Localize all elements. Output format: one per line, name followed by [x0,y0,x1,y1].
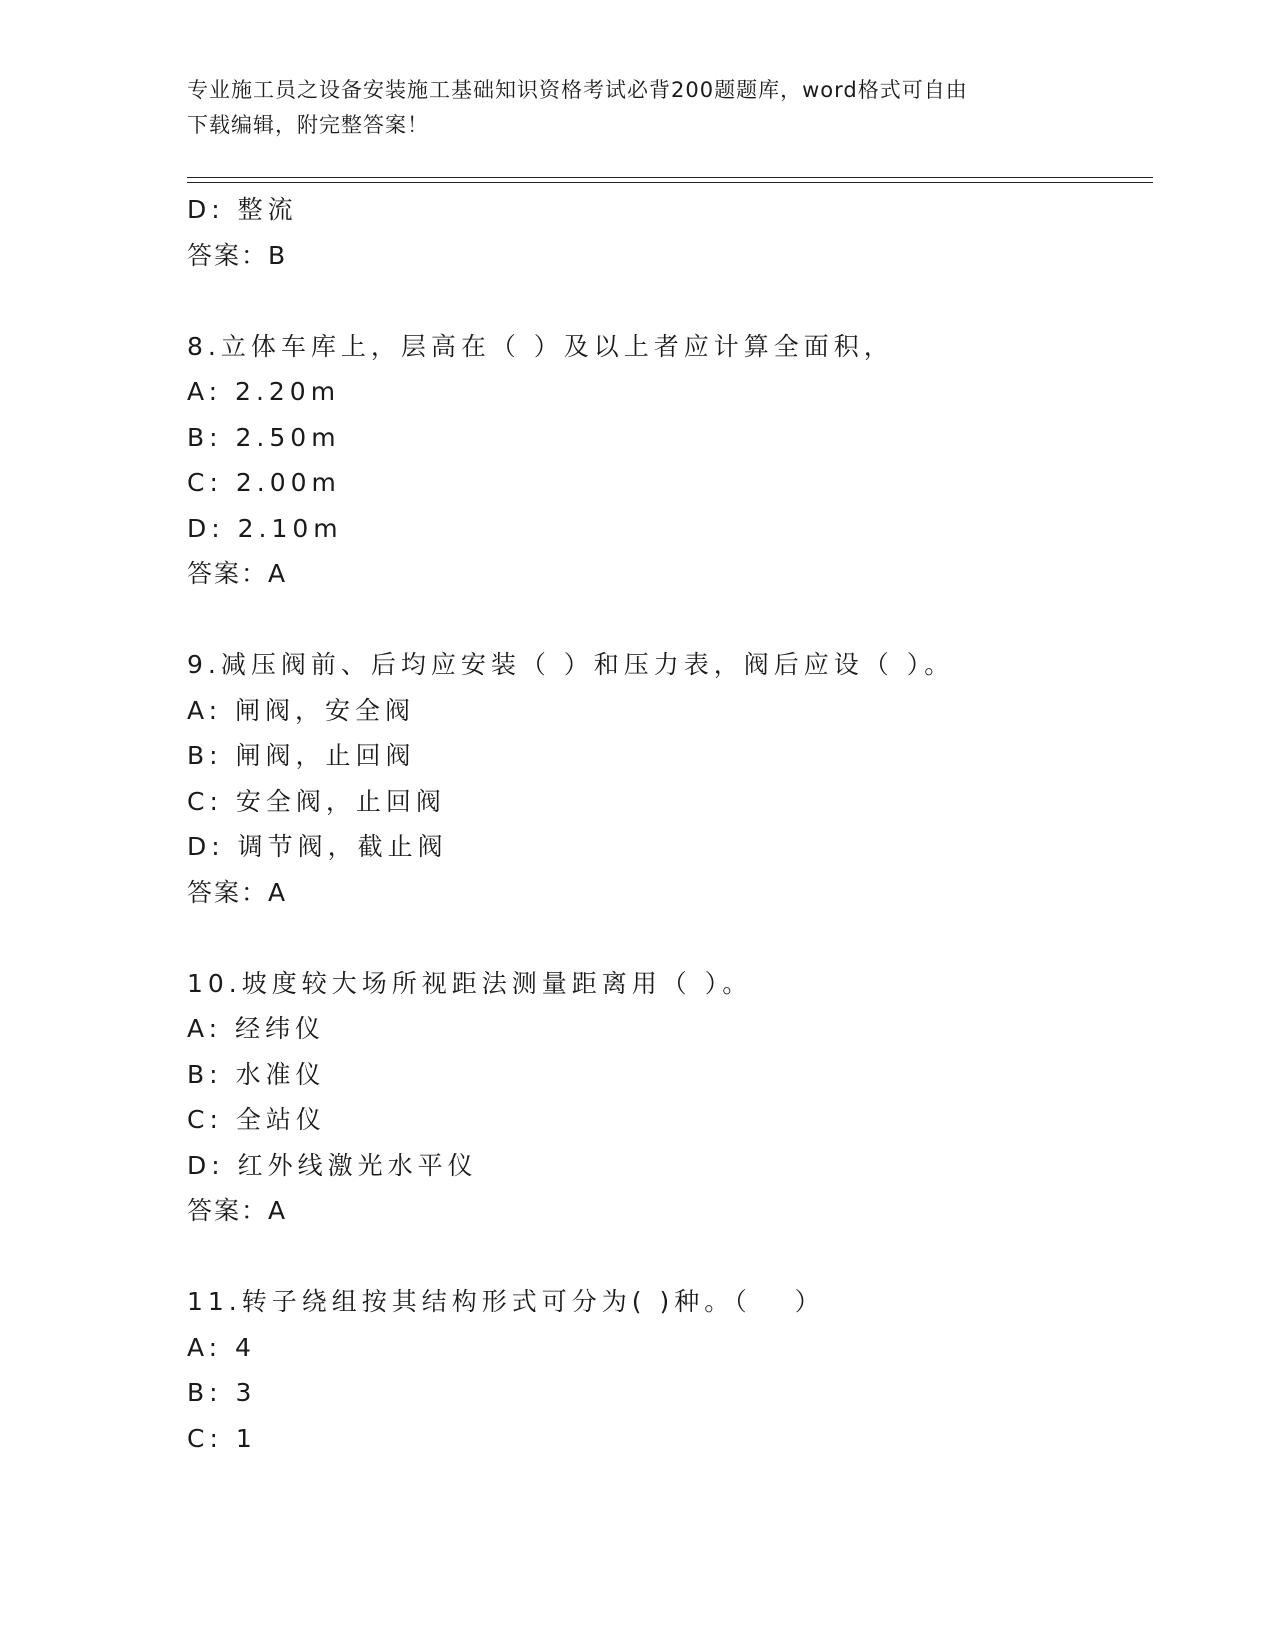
answer-value: B [268,240,288,270]
question-block [187,961,1153,1234]
option-text: 1 [235,1423,257,1453]
answer-label: 答案： [187,559,269,588]
option-text: 4 [235,1332,256,1362]
option-letter: D: [187,832,225,861]
option-letter: D: [187,513,225,543]
option-line [187,1416,1153,1462]
option-text: 水准仪 [235,1059,326,1089]
header-divider-bottom [187,182,1153,183]
question-block [187,187,1153,278]
option-text: 全站仪 [235,1105,326,1134]
question-text: 坡度较大场所视距法测量距离用（ ）。 [241,968,753,998]
option-letter: B: [187,741,223,770]
option-letter: B: [187,1378,223,1407]
option-text: 整流 [237,195,298,224]
answer-label: 答案： [187,240,269,270]
option-line [187,187,1153,233]
answer-value: A [268,559,288,588]
answer-line [187,870,1153,916]
block-spacer [187,915,1153,961]
option-letter: D: [187,1150,225,1180]
question-number: 11. [187,1287,242,1316]
question-line [187,1279,1153,1325]
option-line [187,779,1153,825]
option-text: 红外线激光水平仪 [237,1150,478,1180]
header-divider-top [187,177,1153,178]
option-line [187,1370,1153,1416]
option-line [187,733,1153,779]
answer-line [187,233,1153,279]
option-line [187,1325,1153,1371]
option-line [187,1143,1153,1189]
answer-line [187,1188,1153,1234]
option-text: 经纬仪 [235,1014,326,1043]
option-line [187,369,1153,415]
question-number: 9. [187,650,221,679]
question-list [187,187,1153,1461]
question-text: 转子绕组按其结构形式可分为( )种。（ ） [241,1287,825,1316]
block-spacer [187,278,1153,324]
option-text: 闸阀，安全阀 [235,695,416,725]
option-letter: A: [187,1332,223,1362]
answer-value: A [268,877,288,907]
answer-label: 答案： [187,1196,269,1225]
question-number: 10. [187,968,242,998]
option-letter: A: [187,377,223,406]
option-text: 2.10m [237,513,343,543]
option-text: 2.50m [235,422,341,452]
block-spacer [187,597,1153,643]
option-line [187,824,1153,870]
question-text: 减压阀前、后均应安装（ ）和压力表，阀后应设（ ）。 [220,650,955,679]
answer-line [187,551,1153,597]
option-line [187,506,1153,552]
option-text: 闸阀，止回阀 [235,741,416,770]
block-spacer [187,1234,1153,1280]
question-block [187,324,1153,597]
option-line [187,1006,1153,1052]
option-line [187,1097,1153,1143]
question-line [187,961,1153,1007]
option-text: 2.20m [235,377,341,406]
option-letter: B: [187,1059,223,1089]
question-line [187,642,1153,688]
question-number: 8. [187,331,221,361]
question-block [187,1279,1153,1461]
header-line-1: 专业施工员之设备安装施工基础知识资格考试必背200题题库，word格式可自由 [187,78,968,102]
option-letter: C: [187,1105,223,1134]
option-line [187,460,1153,506]
option-text: 安全阀，止回阀 [235,786,446,816]
header-line-2: 下载编辑，附完整答案！ [187,113,429,137]
option-letter: D: [187,195,225,224]
option-letter: A: [187,695,223,725]
option-letter: C: [187,468,223,497]
option-line [187,415,1153,461]
question-block [187,642,1153,915]
option-text: 调节阀，截止阀 [237,832,448,861]
option-letter: A: [187,1014,223,1043]
option-line [187,1052,1153,1098]
option-letter: C: [187,786,223,816]
option-letter: B: [187,422,223,452]
question-text: 立体车库上，层高在（ ）及以上者应计算全面积， [220,331,894,361]
option-text: 3 [235,1378,257,1407]
option-line [187,688,1153,734]
answer-value: A [268,1196,288,1225]
option-letter: C: [187,1423,223,1453]
answer-label: 答案： [187,877,269,907]
question-line [187,324,1153,370]
option-text: 2.00m [235,468,341,497]
document-header [187,73,1087,143]
